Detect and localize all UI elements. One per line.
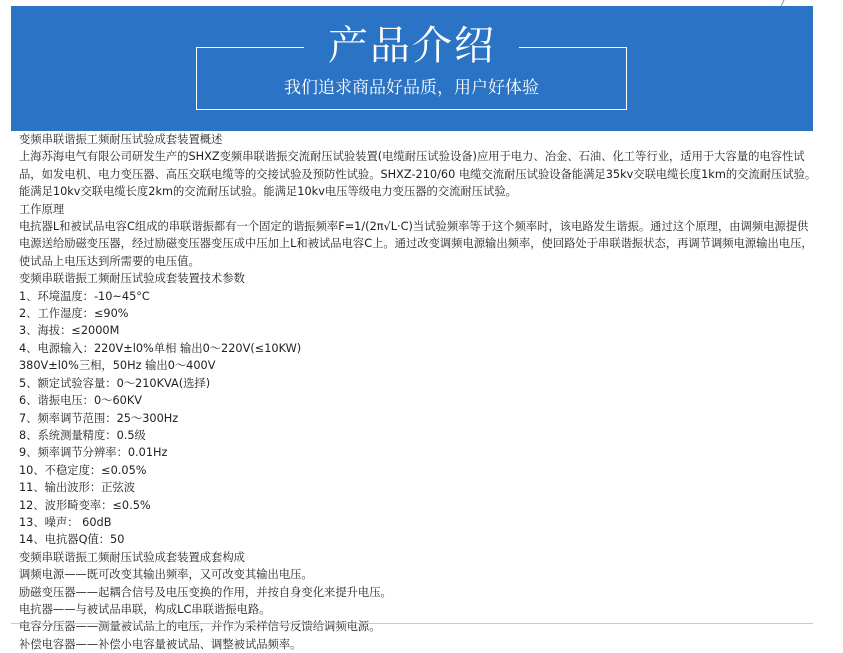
param-item: 6、谐振电压：0～60KV [19, 394, 142, 408]
composition-item: 调频电源——既可改变其输出频率，又可改变其输出电压。 [19, 568, 313, 582]
principle-text: 电抗器L和被试品电容C组成的串联谐振都有一个固定的谐振频率F=1/(2π√L·C)当试验频率等于这个频率时，该电路发生谐振。通过这个原理，由调频电源提供电源送给励磁变压器，经过励磁变压器变压成中压加上L和被试品电容C上。通过改变调频电源输出频率，使回路处于串联谐振状态，再调节调频电源输出电压，使试品上电压达到所需要的电压值。 [19, 220, 813, 268]
banner-subtitle: 我们追求商品好品质，用户好体验 [284, 78, 539, 98]
composition-item: 电抗器——与被试品串联，构成LC串联谐振电路。 [19, 602, 271, 616]
param-item: 7、频率调节范围：25～300Hz [19, 411, 179, 425]
param-item: 14、电抗器Q值：50 [19, 533, 125, 547]
param-item: 9、频率调节分辨率：0.01Hz [19, 446, 168, 460]
param-item: 3、海拔：≤2000M [19, 324, 120, 338]
banner-frame-top-left [196, 47, 304, 48]
composition-item: 励磁变压器——起耦合信号及电压变换的作用，并按自身变化来提升电压。 [19, 585, 392, 599]
param-item: 5、额定试验容量：0～210KVA(选择) [19, 376, 211, 390]
principle-heading: 工作原理 [19, 202, 65, 216]
banner-frame-top-right [519, 47, 627, 48]
composition-item: 补偿电容器——补偿小电容量被试品、调整被试品频率。 [19, 637, 302, 651]
divider [11, 623, 813, 624]
param-item: 2、工作湿度：≤90% [19, 307, 129, 321]
overview-heading: 变频串联谐振工频耐压试验成套装置概述 [19, 133, 223, 146]
param-item: 13、噪声： 60dB [19, 515, 112, 529]
param-item: 8、系统测量精度：0.5级 [19, 428, 146, 442]
composition-heading: 变频串联谐振工频耐压试验成套装置成套构成 [19, 550, 245, 564]
param-item: 11、输出波形：正弦波 [19, 481, 136, 495]
banner-title: 产品介绍 [328, 23, 496, 69]
param-item: 4、电源输入：220V±l0%单相 输出0～220V(≤10KW) [19, 341, 302, 355]
param-item: 12、波形畸变率：≤0.5% [19, 498, 151, 512]
overview-text: 上海苏海电气有限公司研发生产的SHXZ变频串联谐振交流耐压试验装置(电缆耐压试验设备)应用于电力、冶金、石油、化工等行业，适用于大容量的电容性试品，如发电机、电力变压器、高压交联电缆等的交接试验及预防性试验。SHXZ-210/60 电缆交流耐压试验设备能满足35kv交联电缆长度1km的交流耐压试验。能满足10kv交联电缆长度2km的交流耐压试验。能满足10kv电压等级电力变压器的交流耐压试验。 [19, 150, 817, 199]
param-item: 10、不稳定度：≤0.05% [19, 463, 147, 477]
composition-item: 电容分压器——测量被试品上的电压，并作为采样信号反馈给调频电源。 [19, 620, 381, 634]
params-heading: 变频串联谐振工频耐压试验成套装置技术参数 [19, 272, 245, 286]
param-item: 1、环境温度：-10~45°C [19, 289, 150, 303]
param-item: 380V±l0%三相，50Hz 输出0～400V [19, 359, 216, 373]
product-description [19, 131, 819, 653]
